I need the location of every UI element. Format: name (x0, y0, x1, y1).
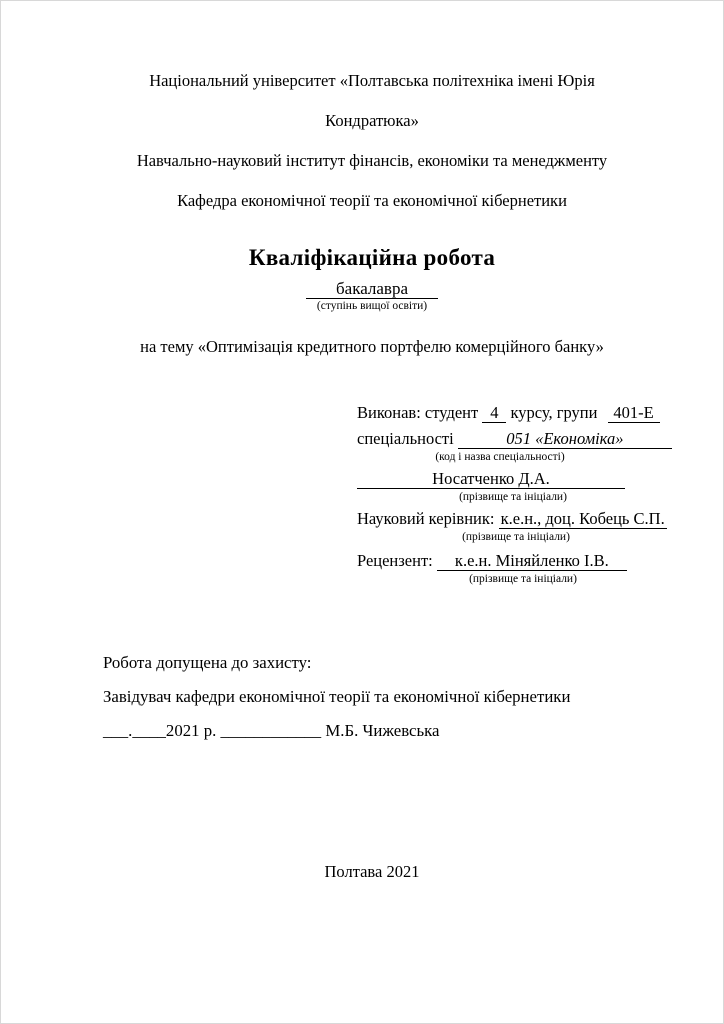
group-value: 401-Е (608, 403, 660, 423)
degree-value: бакалавра (306, 279, 438, 299)
executor-line-reviewer (357, 550, 681, 572)
document-header (101, 61, 643, 221)
university-name: Національний університет «Полтавська політехніка імені Юрія Кондратюка» (149, 71, 595, 130)
course-value: 4 (482, 403, 506, 423)
supervisor-value: к.е.н., доц. Кобець С.П. (500, 509, 665, 528)
city-year-line: Полтава 2021 (324, 862, 420, 881)
executor-block (357, 402, 681, 586)
work-title: Кваліфікаційна робота (248, 245, 496, 270)
student-name-value: Носатченко Д.А. (357, 469, 625, 489)
approval-date-signature-line: ___.____2021 р. ____________ М.Б. Чижевська (103, 721, 440, 740)
reviewer-caption: (прізвище та ініціали) (469, 573, 577, 585)
specialty-value: 051 «Економіка» (458, 429, 672, 449)
executor-line-specialty (357, 428, 681, 450)
approval-head-line: Завідувач кафедри економічної теорії та економічної кібернетики (103, 687, 571, 706)
supervisor-caption: (прізвище та ініціали) (462, 531, 570, 543)
institute-name: Навчально-науковий інститут фінансів, економіки та менеджменту (136, 151, 608, 170)
approval-block (103, 646, 663, 748)
performed-middle-label: курсу, групи (510, 403, 598, 422)
approval-admitted-line: Робота допущена до захисту: (103, 653, 312, 672)
department-name: Кафедра економічної теорії та економічної кібернетики (177, 191, 567, 210)
executor-line-supervisor (357, 508, 681, 530)
student-name-caption: (прізвище та ініціали) (459, 491, 567, 503)
reviewer-value: к.е.н. Міняйленко І.В. (437, 551, 627, 571)
degree-caption: (ступінь вищої освіти) (316, 300, 428, 312)
title-block (101, 244, 643, 313)
executor-line-performed (357, 402, 681, 424)
performed-prefix-label: Виконав: студент (357, 403, 479, 422)
supervisor-label: Науковий керівник: (357, 509, 495, 528)
reviewer-label: Рецензент: (357, 551, 433, 570)
specialty-label: спеціальності (357, 429, 454, 448)
topic-line: на тему «Оптимізація кредитного портфелю комерційного банку» (140, 337, 604, 356)
specialty-caption: (код і назва спеціальності) (435, 451, 565, 463)
executor-line-student (357, 468, 681, 490)
